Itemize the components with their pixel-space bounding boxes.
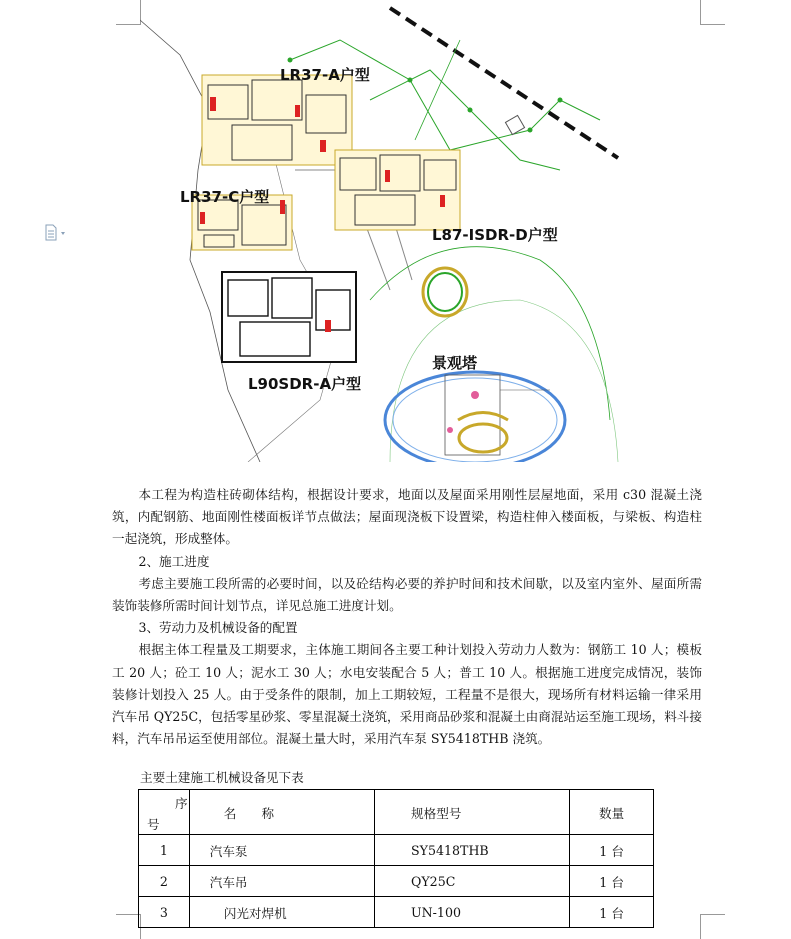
header-name: 名 称 — [189, 790, 374, 835]
cell-name: 汽车吊 — [189, 866, 374, 897]
header-no: 序 号 — [139, 790, 190, 835]
cell-spec: SY5418THB — [375, 835, 570, 866]
cell-qty: 1 台 — [570, 866, 654, 897]
table-row — [139, 835, 654, 866]
site-plan-figure — [140, 0, 620, 462]
label-lr37c: LR37-C户型 — [180, 188, 270, 206]
page-corner-mark — [116, 0, 141, 25]
label-lr37a: LR37-A户型 — [280, 66, 370, 84]
paragraph: 考虑主要施工段所需的必要时间，以及砼结构必要的养护时间和技术间歇，以及室内室外、屋面所需装饰装修所需时间计划节点，详见总施工进度计划。 — [112, 575, 702, 614]
cell-qty: 1 台 — [570, 897, 654, 928]
header-spec: 规格型号 — [375, 790, 570, 835]
equipment-table — [138, 789, 654, 928]
document-menu-icon — [44, 224, 68, 242]
plan-block-l87 — [335, 150, 460, 230]
cell-name: 汽车泵 — [189, 835, 374, 866]
plan-block-l90 — [222, 272, 356, 362]
cell-spec: QY25C — [375, 866, 570, 897]
document-icon[interactable] — [44, 224, 68, 242]
table-header-row — [139, 790, 654, 835]
page-corner-mark — [700, 914, 725, 939]
cell-no: 1 — [139, 835, 190, 866]
label-l90: L90SDR-A户型 — [248, 375, 362, 393]
body-text — [112, 484, 702, 750]
label-tower: 景观塔 — [432, 354, 478, 372]
table-row — [139, 897, 654, 928]
section-heading: 3、劳动力及机械设备的配置 — [138, 620, 298, 636]
paragraph: 根据主体工程量及工期要求，主体施工期间各主要工种计划投入劳动力人数为：钢筋工 10 人；模板工 20 人；砼工 10 人；泥水工 30 人；水电安装配合 5 人；普工 10 人。根据施工进度完成情况，装饰装修计划投入 25 人。由于受条件的限制，加上工期较短，工程量不是很大，现场所有材料运输一律采用汽车吊 QY25C，包括零星砂浆、零星混凝土浇筑，采用商品砂浆和混凝土由商混站运至施工现场，料斗接料，汽车吊吊运至使用部位。混凝土量大时，采用汽车泵 SY5418THB 浇筑。 — [112, 642, 702, 747]
table-title: 主要土建施工机械设备见下表 — [140, 770, 304, 785]
section-heading: 2、施工进度 — [138, 553, 210, 569]
plan-block-lr37a — [202, 75, 352, 165]
cell-qty: 1 台 — [570, 835, 654, 866]
cell-no: 2 — [139, 866, 190, 897]
page-corner-mark — [700, 0, 725, 25]
cell-no: 3 — [139, 897, 190, 928]
paragraph: 本工程为构造柱砖砌体结构，根据设计要求，地面以及屋面采用刚性层屋地面，采用 c30 混凝土浇筑，内配钢筋、地面刚性楼面板详节点做法；屋面现浇板下设置梁，构造柱伸入楼面板，与梁板、构造柱一起浇筑，形成整体。 — [112, 487, 702, 547]
cell-name: 闪光对焊机 — [189, 897, 374, 928]
label-l87: L87-ISDR-D户型 — [432, 226, 558, 244]
header-qty: 数量 — [570, 790, 654, 835]
cell-spec: UN-100 — [375, 897, 570, 928]
table-row — [139, 866, 654, 897]
